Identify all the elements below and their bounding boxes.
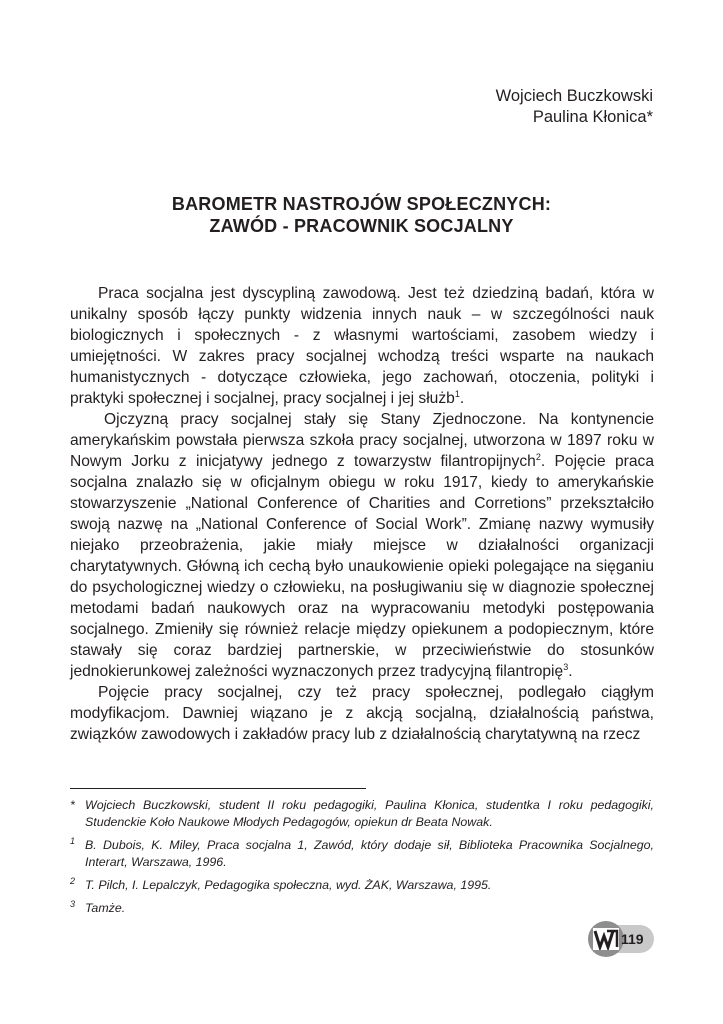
paragraph-text: . <box>568 663 573 680</box>
footnote-mark: 1 <box>70 836 76 846</box>
title-line: ZAWÓD - PRACOWNIK SOCJALNY <box>209 216 514 236</box>
footnote-ref[interactable]: 2 <box>535 451 541 462</box>
author-name: Wojciech Buczkowski <box>495 87 653 105</box>
paragraph <box>70 409 654 682</box>
paragraph-text: . <box>459 390 465 407</box>
footnote <box>70 837 654 871</box>
footnote-ref[interactable]: 1 <box>454 388 460 399</box>
footnote-mark: * <box>70 798 75 812</box>
footnote-text: Tamże. <box>85 901 126 915</box>
paragraph-text: Praca socjalna jest dyscypliną zawodową. Jest też dziedziną badań, która w unikalny sposób łączy punkty widzenia innych nauk – w szczególności nauk biologicznych i społecznych - z własnymi wartościami, zasobem wiedzy i umiejętności. W zakres pracy socjalnej wchodzą treści wsparte na naukach humanistycznych - dotyczące człowieka, jego zachowań, otoczenia, polityki i praktyki społecznej i socjalnej, pracy socjalnej i jej służb <box>70 285 654 407</box>
footnote-text: T. Pilch, I. Lepalczyk, Pedagogika społeczna, wyd. ŻAK, Warszawa, 1995. <box>85 878 492 892</box>
page-number: 119 <box>621 931 644 947</box>
footnote-divider <box>70 788 366 789</box>
footnote-ref[interactable]: 3 <box>563 661 569 672</box>
page-number-badge <box>588 921 654 957</box>
publisher-logo-icon <box>588 921 624 957</box>
footnote <box>70 797 654 831</box>
title-line: BAROMETR NASTROJÓW SPOŁECZNYCH: <box>171 194 552 214</box>
paragraph <box>70 682 654 745</box>
footnote <box>70 900 654 917</box>
footnotes <box>70 797 654 923</box>
author-name: Paulina Kłonica* <box>532 108 653 126</box>
article-title <box>70 193 653 237</box>
authors-block <box>496 86 653 128</box>
paragraph-text: Pojęcie pracy socjalnej, czy też pracy społecznej, podlegało ciągłym modyfikacjom. Dawniej wiązano je z akcją socjalną, działalnością państwa, związków zawodowych i zakładów pracy lub z działalnością charytatywną na rzecz <box>70 684 654 743</box>
article-body <box>70 283 654 745</box>
paragraph <box>70 283 654 409</box>
footnote-text: Wojciech Buczkowski, student II roku pedagogiki, Paulina Kłonica, studentka I roku pedagogiki, Studenckie Koło Naukowe Młodych Pedagogów, opiekun dr Beata Nowak. <box>85 798 654 829</box>
footnote-mark: 2 <box>70 876 76 886</box>
paragraph-text: Ojczyzną pracy socjalnej stały się Stany Zjednoczone. Na kontynencie amerykańskim powstała pierwsza szkoła pracy socjalnej, utworzona w 1897 roku w Nowym Jorku z inicjatywy jednego z towarzystw filantropijnych <box>70 411 654 470</box>
footnote <box>70 877 654 894</box>
footnote-mark: 3 <box>70 899 76 909</box>
paragraph-text: . Pojęcie praca socjalna znalazło się w oficjalnym obiegu w roku 1917, kiedy to amerykańskie stowarzyszenie „National Conference of Charities and Corretions” przekształciło swoją nazwę na „National Conference of Social Work”. Zmianę nazwy wymusiły niejako przeobrażenia, jakie miały miejsce w działalności organizacji charytatywnych. Główną ich cechą było unaukowienie opieki polegające na sięganiu do psychologicznej wiedzy o człowieku, na posługiwaniu się w diagnozie społecznej metodami badań naukowych oraz na wypracowaniu metodyki postępowania socjalnego. Zmieniły się również relacje między opiekunem a podopiecznym, które stawały się coraz bardziej partnerskie, w przeciwieństwie do stosunków jednokierunkowej zależności wyznaczonych przez tradycyjną filantropię <box>70 453 655 680</box>
footnote-text: B. Dubois, K. Miley, Praca socjalna 1, Zawód, który dodaje sił, Biblioteka Pracownika Socjalnego, Interart, Warszawa, 1996. <box>85 838 654 869</box>
